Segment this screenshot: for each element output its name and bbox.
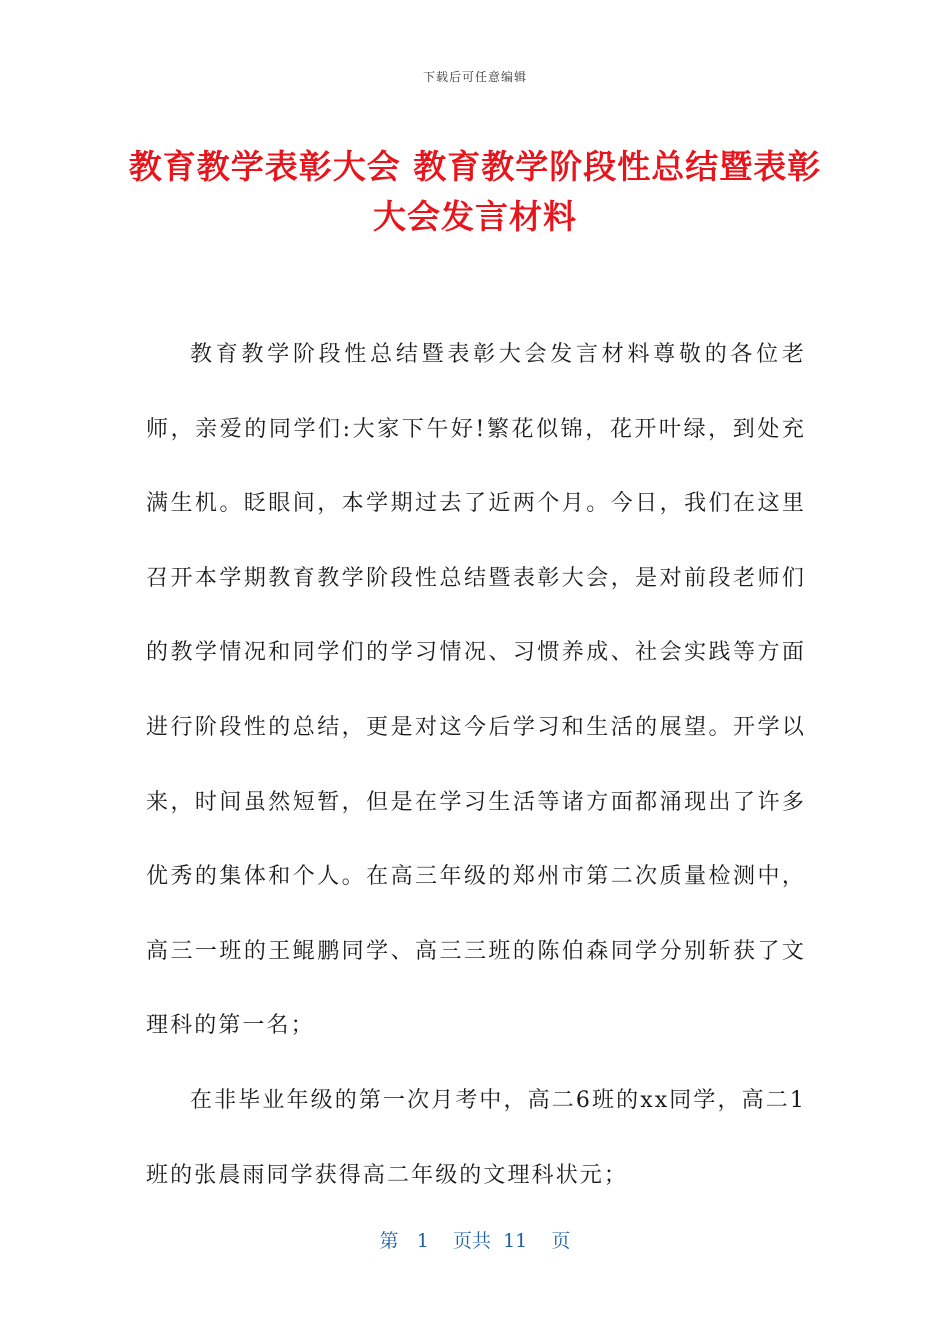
document-title: 教育教学表彰大会 教育教学阶段性总结暨表彰大会发言材料 — [128, 147, 822, 236]
paragraph-1: 教育教学阶段性总结暨表彰大会发言材料尊敬的各位老师，亲爱的同学们:大家下午好!繁花似锦，花开叶绿，到处充满生机。眨眼间，本学期过去了近两个月。今日，我们在这里召开本学期教育教学阶段性总结暨表彰大会，是对前段老师们的教学情况和同学们的学习情况、习惯养成、社会实践等方面进行阶段性的总结，更是对这今后学习和生活的展望。开学以来，时间虽然短暂，但是在学习生活等诸方面都涌现出了许多优秀的集体和个人。在高三年级的郑州市第二次质量检测中，高三一班的王鲲鹏同学、高三三班的陈伯森同学分别斩获了文理科的第一名； — [146, 342, 806, 1039]
page-footer — [0, 1226, 950, 1253]
document-body — [146, 318, 806, 1213]
total-pages-number: 11 — [503, 1230, 528, 1252]
header-note: 下载后可任意编辑 — [422, 70, 527, 84]
current-page-number: 1 — [416, 1230, 429, 1252]
page-suffix: 页 — [551, 1230, 571, 1252]
page-prefix: 第 — [379, 1230, 399, 1252]
paragraph-2: 在非毕业年级的第一次月考中，高二6班的xx同学，高二1班的张晨雨同学获得高二年级的文理科状元； — [146, 1087, 806, 1188]
page-middle: 页共 — [452, 1230, 491, 1252]
